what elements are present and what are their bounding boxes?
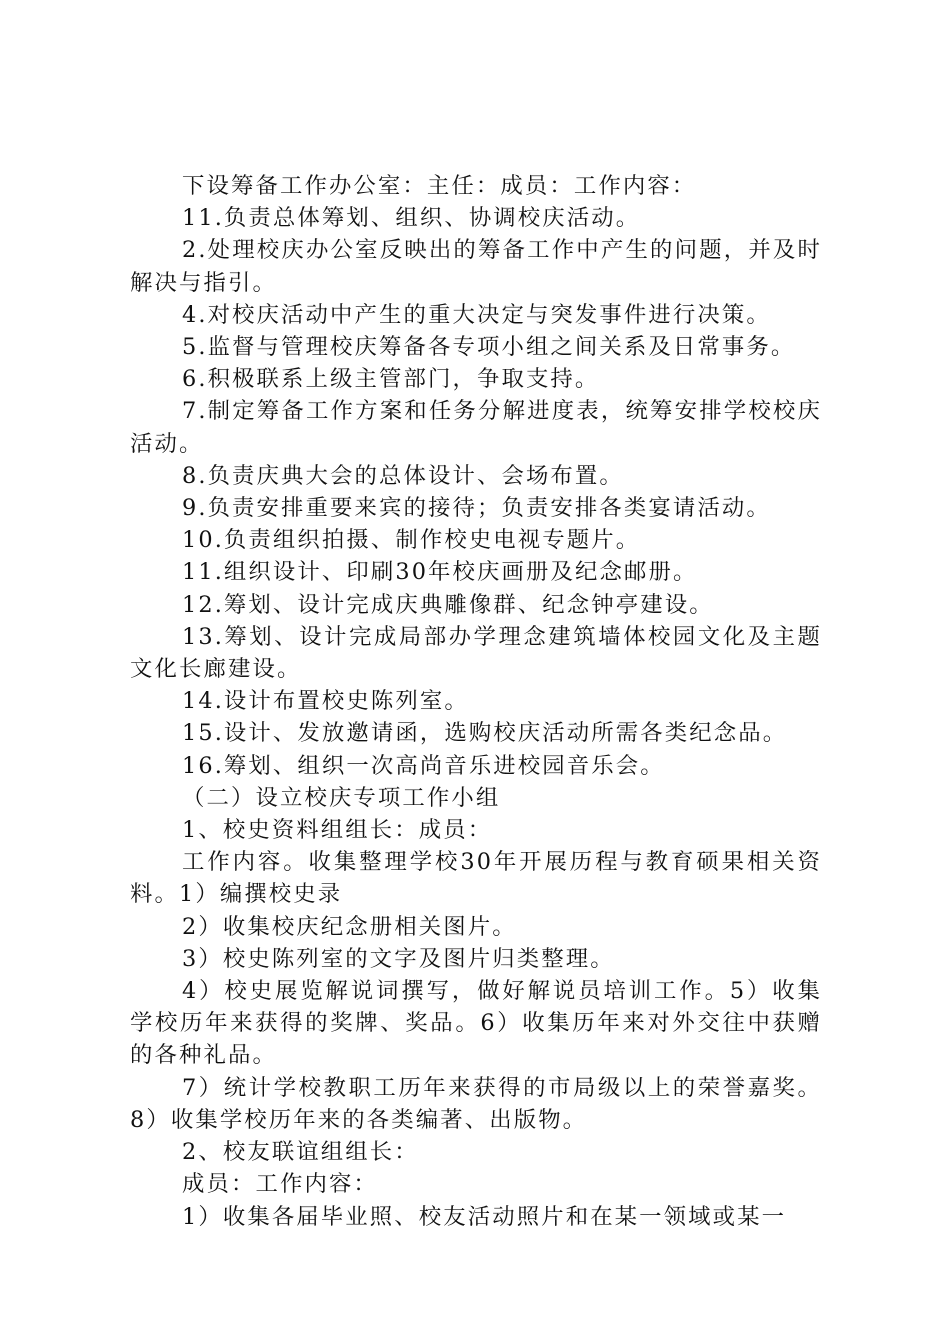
paragraph-item: 16.筹划、组织一次高尚音乐进校园音乐会。 (182, 752, 665, 779)
paragraph-item: 2.处理校庆办公室反映出的筹备工作中产生的问题，并及时解决与指引。 (130, 237, 822, 296)
paragraph-item: 11.组织设计、印刷30年校庆画册及纪念邮册。 (182, 559, 698, 586)
paragraph-item: 11.负责总体筹划、组织、协调校庆活动。 (182, 205, 641, 232)
document-body (130, 170, 822, 1233)
paragraph-item: 15.设计、发放邀请函，选购校庆活动所需各类纪念品。 (182, 720, 788, 747)
paragraph-item: 14.设计布置校史陈列室。 (182, 688, 469, 715)
paragraph-item: 6.积极联系上级主管部门，争取支持。 (182, 366, 600, 393)
paragraph-item: 12.筹划、设计完成庆典雕像群、纪念钟亭建设。 (182, 591, 714, 618)
paragraph-item: 9.负责安排重要来宾的接待；负责安排各类宴请活动。 (182, 495, 771, 522)
paragraph-item: 4）校史展览解说词撰写，做好解说员培训工作。5）收集学校历年来获得的奖牌、奖品。6）收集历年来对外交往中获赠的各种礼品。 (130, 978, 822, 1069)
paragraph-item: 7）统计学校教职工历年来获得的市局级以上的荣誉嘉奖。8）收集学校历年来的各类编著、出版物。 (130, 1074, 822, 1133)
paragraph-item: 3）校史陈列室的文字及图片归类整理。 (182, 945, 615, 972)
paragraph-item: 7.制定筹备工作方案和任务分解进度表，统筹安排学校校庆活动。 (130, 398, 822, 457)
paragraph-item: 10.负责组织拍摄、制作校史电视专题片。 (182, 527, 641, 554)
group-heading: 2、校友联谊组组长： (182, 1139, 419, 1166)
paragraph-members: 成员：工作内容： (182, 1171, 378, 1198)
paragraph-item: 2）收集校庆纪念册相关图片。 (182, 913, 517, 940)
paragraph-item: 13.筹划、设计完成局部办学理念建筑墙体校园文化及主题文化长廊建设。 (130, 623, 822, 683)
paragraph-item: 5.监督与管理校庆筹备各专项小组之间关系及日常事务。 (182, 334, 796, 361)
paragraph-office-setup: 下设筹备工作办公室：主任：成员：工作内容： (182, 173, 697, 199)
paragraph-item: 4.对校庆活动中产生的重大决定与突发事件进行决策。 (182, 301, 771, 328)
paragraph-item: 8.负责庆典大会的总体设计、会场布置。 (182, 462, 624, 489)
group-heading: 1、校史资料组组长：成员： (182, 817, 493, 844)
section-heading: （二）设立校庆专项工作小组 (182, 784, 501, 811)
paragraph-work-content: 工作内容。收集整理学校30年开展历程与教育硕果相关资料。1）编撰校史录 (130, 849, 822, 908)
paragraph-item: 1）收集各届毕业照、校友活动照片和在某一领域或某一 (182, 1203, 787, 1230)
